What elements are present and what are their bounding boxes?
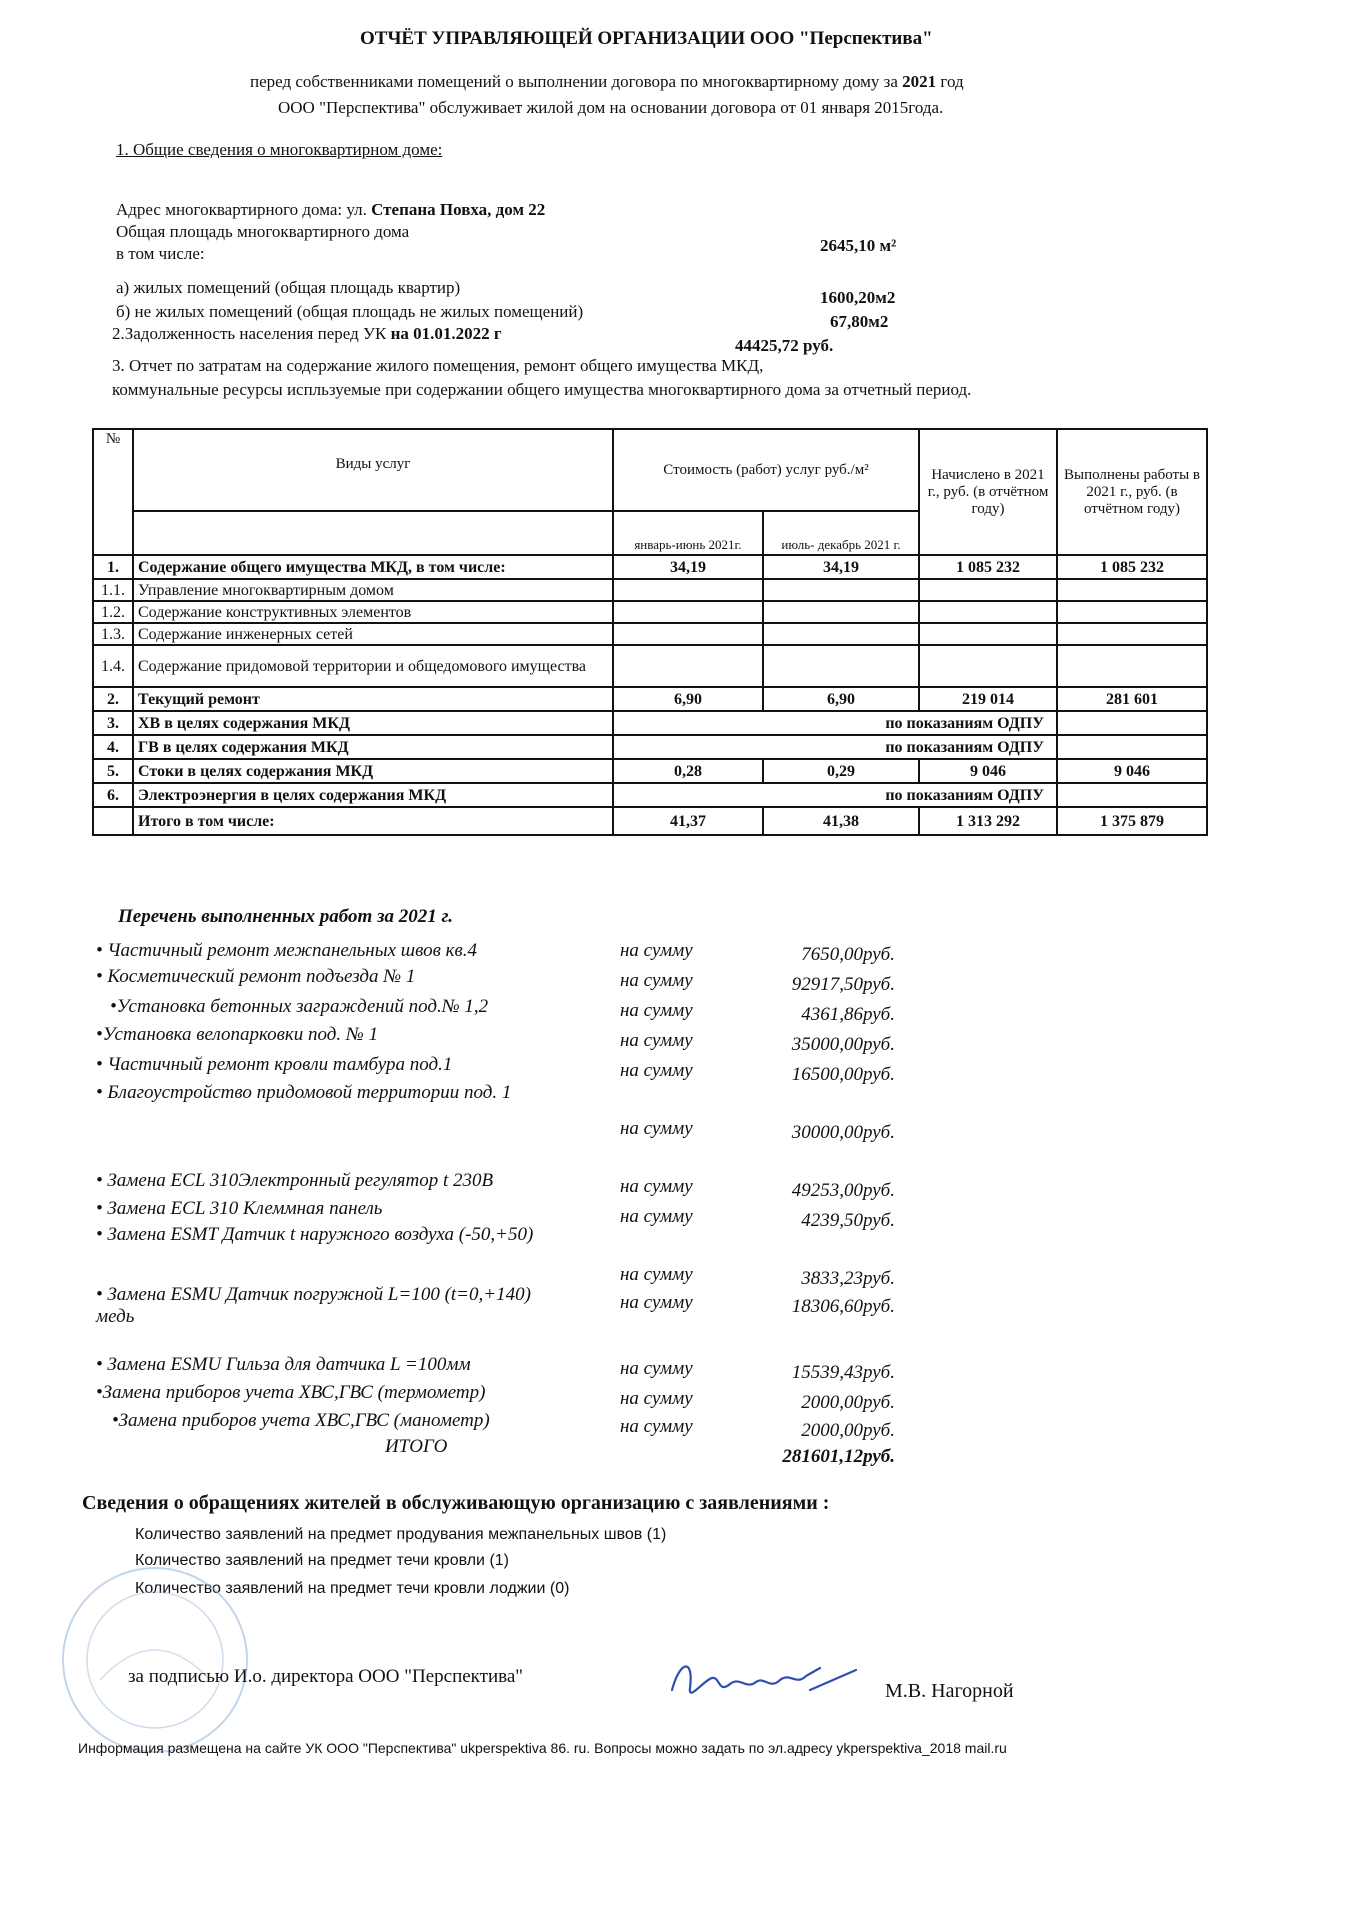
header-cost: Стоимость (работ) услуг руб./м² [613,429,919,511]
report-line-2: коммунальные ресурсы испльзуемые при содержании общего имущества многоквартирного дома за отчетный период. [112,380,972,399]
row-h1: 34,19 [613,555,763,579]
work-item-sum-label: на сумму [620,970,693,991]
header-num: № [93,429,133,555]
row-done [1057,601,1207,623]
row-h1 [613,601,763,623]
work-item-amount: 30000,00руб. [791,1122,895,1143]
row-h2 [763,601,919,623]
row-h1: 41,37 [613,807,763,835]
table-row [93,711,1207,735]
row-num: 5. [93,759,133,783]
work-item-name: • Благоустройство придомовой территории под. 1 [96,1082,512,1103]
nonresidential-label: б) не жилых помещений (общая площадь не жилых помещений) [116,302,584,321]
row-name: Электроэнергия в целях содержания МКД [133,783,613,807]
work-item-name: • Замена ECL 310Электронный регулятор t 230B [96,1170,494,1191]
row-h2 [763,623,919,645]
work-item-amount: 2000,00руб. [801,1392,895,1413]
row-name: Содержание конструктивных элементов [133,601,613,623]
row-charged: 1 085 232 [919,555,1057,579]
address-label: Адрес многоквартирного дома: ул. [116,200,367,219]
address-value: Степана Повха, дом 22 [371,200,546,219]
work-item-name: • Замена ESMU Гильза для датчика L =100мм [96,1354,471,1375]
works-total-label: ИТОГО [385,1436,448,1457]
row-charged [919,579,1057,601]
work-item-sum-label: на сумму [620,1000,693,1021]
total-area-label: Общая площадь многоквартирного дома [116,222,410,241]
work-item-name: • Частичный ремонт кровли тамбура под.1 [96,1054,453,1075]
work-item-amount: 7650,00руб. [801,944,895,965]
work-item-sum-label: на сумму [620,1358,693,1379]
debt-value: 44425,72 руб. [735,336,834,355]
director-name: М.В. Нагорной [885,1680,1014,1702]
row-done: 9 046 [1057,759,1207,783]
work-item-name: •Замена приборов учета ХВС,ГВС (манометр) [112,1410,490,1431]
work-item-sum-label: на сумму [620,1416,693,1437]
row-charged [919,601,1057,623]
report-line-1: 3. Отчет по затратам на содержание жилого помещения, ремонт общего имущества МКД, [112,356,764,375]
nonresidential-value: 67,80м2 [830,312,889,331]
work-item-name: •Установка велопарковки под. № 1 [96,1024,379,1045]
works-total-amount: 281601,12руб. [782,1446,895,1467]
work-item-sum-label: на сумму [620,1118,693,1139]
table-row [93,735,1207,759]
work-item-name: •Установка бетонных заграждений под.№ 1,2 [110,996,489,1017]
row-num: 4. [93,735,133,759]
footer-info: Информация размещена на сайте УК ООО "Перспектива" ukperspektiva 86. ru. Вопросы можно задать по эл.адресу ykperspektiva_2018 mail.ru [78,1740,1007,1756]
row-num: 1.2. [93,601,133,623]
row-name: Содержание инженерных сетей [133,623,613,645]
work-item-amount: 92917,50руб. [791,974,895,995]
work-item-sum-label: на сумму [620,1030,693,1051]
services-table [92,428,1208,836]
table-row [93,783,1207,807]
row-h1 [613,645,763,687]
row-num: 1.1. [93,579,133,601]
requests-title: Сведения о обращениях жителей в обслуживающую организацию с заявлениями : [82,1492,830,1514]
report-title: ОТЧЁТ УПРАВЛЯЮЩЕЙ ОРГАНИЗАЦИИ ООО "Перспектива" [360,28,933,49]
row-h1 [613,623,763,645]
row-done [1057,783,1207,807]
work-item-sum-label: на сумму [620,1292,693,1313]
work-item-sum-label: на сумму [620,1206,693,1227]
row-name: Итого в том числе: [133,807,613,835]
works-title: Перечень выполненных работ за 2021 г. [118,906,453,927]
table-row [93,579,1207,601]
row-num: 2. [93,687,133,711]
row-done [1057,623,1207,645]
row-num: 6. [93,783,133,807]
debt-label: 2.Задолженность населения перед УК [112,324,387,343]
stamp-image [40,1560,270,1760]
table-row [93,759,1207,783]
work-item-name: • Замена ECL 310 Клеммная панель [96,1198,383,1219]
work-item-sum-label: на сумму [620,940,693,961]
row-done: 281 601 [1057,687,1207,711]
row-h2 [763,645,919,687]
work-item-amount: 2000,00руб. [801,1420,895,1441]
work-item-amount: 4239,50руб. [801,1210,895,1231]
row-name: Текущий ремонт [133,687,613,711]
header-charged: Начислено в 2021 г., руб. (в отчётном году) [919,429,1057,555]
address-line [116,200,545,220]
row-done [1057,645,1207,687]
report-subtitle [250,72,964,92]
section-general-title: 1. Общие сведения о многоквартирном доме: [116,140,443,159]
row-charged: 1 313 292 [919,807,1057,835]
row-h1: 0,28 [613,759,763,783]
row-done: 1 375 879 [1057,807,1207,835]
subtitle-text: перед собственниками помещений о выполнении договора по многоквартирному дому за [250,72,898,91]
work-item-sum-label: на сумму [620,1388,693,1409]
subtitle-year: 2021 [902,72,937,91]
table-row [93,645,1207,687]
row-name: Стоки в целях содержания МКД [133,759,613,783]
request-item: Количество заявлений на предмет течи кровли (1) [135,1552,509,1569]
row-name: ХВ в целях содержания МКД [133,711,613,735]
row-h1 [613,579,763,601]
work-item-name: •Замена приборов учета ХВС,ГВС (термометр) [96,1382,486,1403]
residential-value: 1600,20м2 [820,288,896,307]
row-name: Содержание общего имущества МКД, в том числе: [133,555,613,579]
including-label: в том числе: [116,244,205,263]
row-charged: 219 014 [919,687,1057,711]
table-row-total [93,807,1207,835]
row-odpu: по показаниям ОДПУ [613,783,1057,807]
row-done: 1 085 232 [1057,555,1207,579]
row-name: Управление многоквартирным домом [133,579,613,601]
work-item-name: • Замена ESMU Датчик погружной L=100 (t=0,+140) медь [96,1284,531,1327]
table-row [93,555,1207,579]
row-odpu: по показаниям ОДПУ [613,735,1057,759]
row-h1: 6,90 [613,687,763,711]
work-item-name: • Косметический ремонт подъезда № 1 [96,966,416,987]
row-done [1057,735,1207,759]
row-num: 1.4. [93,645,133,687]
residential-label: а) жилых помещений (общая площадь квартир) [116,278,461,297]
row-num [93,807,133,835]
row-num: 1.3. [93,623,133,645]
table-row [93,601,1207,623]
row-name: Содержание придомовой территории и общедомового имущества [133,645,613,687]
work-item-amount: 3833,23руб. [801,1268,895,1289]
signature-image [660,1650,860,1710]
work-item-amount: 4361,86руб. [801,1004,895,1025]
header-services-sub [133,511,613,555]
row-charged [919,645,1057,687]
work-item-sum-label: на сумму [620,1176,693,1197]
row-odpu: по показаниям ОДПУ [613,711,1057,735]
total-area-value: 2645,10 м² [820,236,897,255]
header-h2: июль- декабрь 2021 г. [763,511,919,555]
header-done: Выполнены работы в 2021 г., руб. (в отчётном году) [1057,429,1207,555]
work-item-name: • Частичный ремонт межпанельных швов кв.4 [96,940,478,961]
row-num: 3. [93,711,133,735]
request-item: Количество заявлений на предмет продувания межпанельных швов (1) [135,1526,667,1543]
request-item: Количество заявлений на предмет течи кровли лоджии (0) [135,1580,570,1597]
work-item-sum-label: на сумму [620,1060,693,1081]
row-h2: 34,19 [763,555,919,579]
work-item-amount: 16500,00руб. [791,1064,895,1085]
header-services: Виды услуг [133,429,613,511]
subtitle-year-suffix: год [940,72,964,91]
work-item-sum-label: на сумму [620,1264,693,1285]
row-h2 [763,579,919,601]
row-done [1057,579,1207,601]
row-h2: 0,29 [763,759,919,783]
debt-line [112,324,502,344]
work-item-amount: 49253,00руб. [791,1180,895,1201]
work-item-amount: 15539,43руб. [791,1362,895,1383]
row-charged: 9 046 [919,759,1057,783]
row-charged [919,623,1057,645]
row-name: ГВ в целях содержания МКД [133,735,613,759]
signature-label: за подписью И.о. директора ООО "Перспектива" [128,1666,524,1687]
row-h2: 41,38 [763,807,919,835]
table-row [93,623,1207,645]
work-item-name: • Замена ESMT Датчик t наружного воздуха (-50,+50) [96,1224,534,1245]
contract-line: ООО "Перспектива" обслуживает жилой дом на основании договора от 01 января 2015года. [278,98,944,117]
debt-date: на 01.01.2022 г [390,324,502,343]
work-item-amount: 35000,00руб. [791,1034,895,1055]
table-row [93,687,1207,711]
work-item-amount: 18306,60руб. [791,1296,895,1317]
row-done [1057,711,1207,735]
header-h1: январь-июнь 2021г. [613,511,763,555]
row-h2: 6,90 [763,687,919,711]
row-num: 1. [93,555,133,579]
